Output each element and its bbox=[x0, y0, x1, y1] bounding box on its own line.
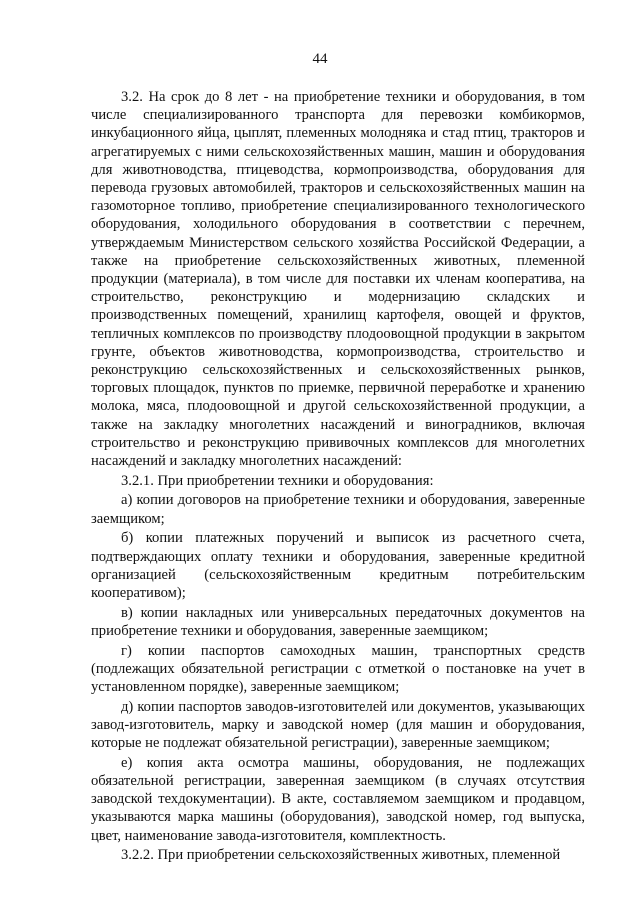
list-item-v: в) копии накладных или универсальных передаточных документов на приобретение техники и оборудования, заверенные заемщиком; bbox=[91, 604, 585, 639]
paragraph-3-2-2: 3.2.2. При приобретении сельскохозяйственных животных, племенной bbox=[121, 847, 561, 864]
list-item-e: е) копия акта осмотра машины, оборудования, не подлежащих обязательной регистрации, заверенная заемщиком (в случаях отсутствия заводской техдокументации). В акте, составляемом заемщиком и продавцом, указываются марка машины (оборудования), заводской номер, год выпуска, цвет, наименование завода-изготовителя, комплектность. bbox=[91, 754, 585, 844]
paragraph-lead: 3.2. На срок до 8 лет bbox=[121, 89, 259, 105]
paragraph-lead-dash: - bbox=[258, 89, 274, 105]
list-item-a: а) копии договоров на приобретение техники и оборудования, заверенные заемщиком; bbox=[91, 492, 585, 527]
list-item-b: б) копии платежных поручений и выписок из расчетного счета, подтверждающих оплату техники и оборудования, заверенные кредитной организацией (сельскохозяйственным кредитным потребительским кооперативом); bbox=[91, 530, 585, 601]
page-number: 44 bbox=[312, 51, 328, 67]
paragraph-3-2 bbox=[91, 88, 585, 470]
paragraph-3-2-1: 3.2.1. При приобретении техники и оборудования: bbox=[121, 472, 434, 489]
paragraph-text: на приобретение техники и оборудования, в том числе специализированного транспорта для перевозки комбикормов, инкубационного яйца, цыплят, племенных молодняка и стад птиц, тракторов и агрегатируемых с ними сельскохозяйственных машин, машин и оборудования для животноводства, птицеводства, кормопроизводства, оборудования для перевода грузовых автомобилей, тракторов и сельскохозяйственных машин на газомоторное топливо, приобретение специализированного технологического оборудования, холодильного оборудования в соответствии с перечнем, утверждаемым Министерством сельского хозяйства Российской Федерации, а также на приобретение сельскохозяйственных животных, племенной продукции (материала), в том числе для поставки их членам кооператива, на строительство, реконструкцию и модернизацию складских и производственных помещений, хранилищ картофеля, овощей и фруктов, тепличных комплексов по производству плодоовощной продукции в закрытом грунте, объектов животноводства, кормопроизводства, строительство и реконструкцию сельскохозяйственных и сельскохозяйственных рынков, торговых площадок, пунктов по приемке, первичной переработке и хранению молока, мяса, плодоовощной и другой сельскохозяйственной продукции, а также на закладку многолетних насаждений и виноградников, включая строительство и реконструкцию прививочных комплексов для многолетних насаждений и закладку многолетних насаждений: bbox=[91, 89, 585, 470]
list-item-g: г) копии паспортов самоходных машин, транспортных средств (подлежащих обязательной регистрации с отметкой о постановке на учет в установленном порядке), заверенные заемщиком; bbox=[91, 642, 585, 695]
list-item-d: д) копии паспортов заводов-изготовителей или документов, указывающих завод-изготовитель, марку и заводской номер (для машин и оборудования, которые не подлежат обязательной регистрации), заверенные заемщиком; bbox=[91, 698, 585, 752]
document-body bbox=[91, 88, 585, 866]
